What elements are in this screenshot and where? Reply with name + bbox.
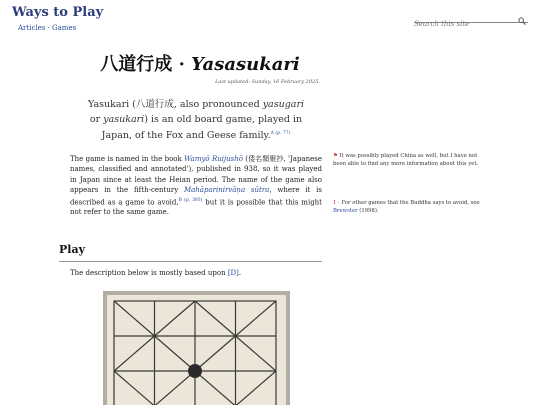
body-citation-link[interactable]: B (p. 393) (178, 197, 203, 203)
wamyo-ruijusho-link[interactable] (184, 155, 243, 163)
sidenote-number: 1 (333, 200, 337, 206)
sidenote-buddha (333, 200, 483, 215)
section-heading-play: Play (59, 243, 85, 256)
nav-separator: · (45, 24, 53, 32)
lead-text-1: Yasukari (八道行成, also pronounced (87, 99, 263, 110)
lead-text-2: or (89, 113, 104, 125)
play-description (70, 269, 241, 277)
body-paragraph (70, 154, 322, 218)
site-title[interactable]: Ways to Play (12, 5, 104, 20)
lead-text-3: ) is an old board game, played in Japan, of the Fox and Geese family. (101, 113, 303, 142)
board-diagram (103, 291, 290, 405)
game-piece (188, 364, 202, 378)
lead-citation-link[interactable]: A (p. 77) (270, 131, 291, 136)
magnifier-icon[interactable] (518, 11, 526, 30)
nav-articles-link[interactable]: Articles (18, 24, 46, 32)
search-input[interactable] (414, 19, 514, 30)
lead-italic-1: yasugari (262, 99, 305, 110)
play-desc-text-2: . (238, 269, 242, 277)
lead-paragraph (82, 98, 310, 144)
title-latin: Yasasukari (191, 54, 300, 75)
body-text-3: , where it is described as a game to avoid, (70, 186, 323, 206)
brewster-link[interactable]: Brewster (333, 207, 358, 214)
lead-italic-2: yasukari (103, 113, 145, 125)
sutra-link[interactable] (184, 186, 269, 194)
page-title (0, 50, 400, 76)
last-updated: Last updated: Sunday, 16 February 2025. (215, 79, 320, 85)
search-box (414, 11, 528, 23)
body-italic-2: Mahāparinirvāṇa sūtra (183, 186, 270, 195)
title-cjk: 八道行成 (100, 54, 173, 75)
section-divider (59, 261, 322, 262)
sidenote-china-text: It was possibly played China as well, but I have not been able to find any more information about this yet. (333, 153, 479, 167)
nav-games-link[interactable]: Games (52, 24, 77, 32)
sidenote-china (333, 153, 483, 168)
body-text-4: but it is possible that this might not refer to the same game. (70, 197, 322, 217)
sidenote-buddha-text-2: (1998). (357, 207, 379, 214)
sidenote-buddha-text-1: · For other games that the Buddha says to avoid, see (336, 200, 480, 206)
body-italic-1: Wamyō Ruijushō (184, 155, 243, 163)
body-text-2: (倭名類聚抄, 'Japanese names, classified and annotated'), published in 938, so it was played in Japan since at least the Heian period. The name of the game also appears in the fifth-century (70, 155, 322, 195)
body-text-1: The game is named in the book (70, 155, 185, 163)
title-separator: · (172, 54, 192, 75)
board-image (103, 291, 290, 405)
flag-icon: ⚑ (333, 153, 338, 159)
reference-d-link[interactable]: [D] (227, 269, 239, 277)
site-nav (18, 24, 76, 32)
play-desc-text-1: The description below is mostly based upon (70, 269, 228, 277)
